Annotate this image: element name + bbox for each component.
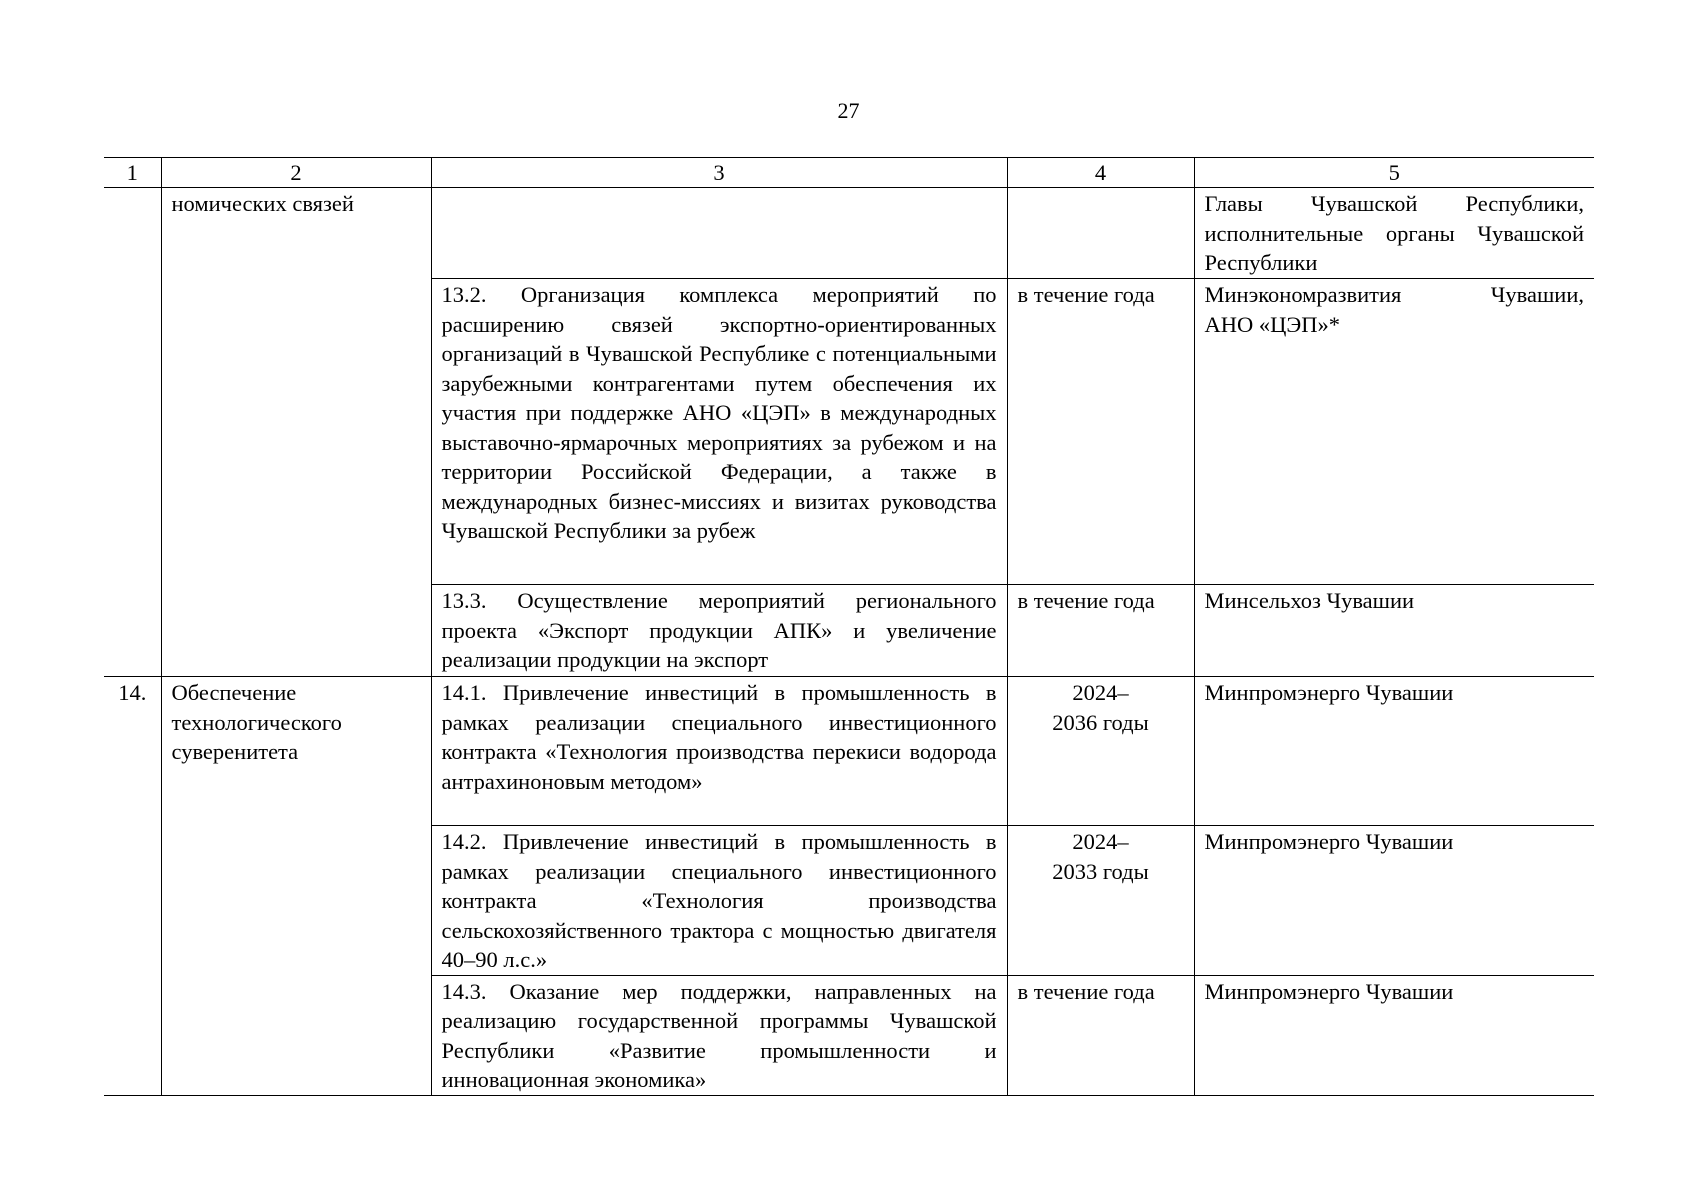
- column-header-5: 5: [1194, 158, 1594, 188]
- activity-cell: [431, 188, 1007, 279]
- term-cell: [1007, 188, 1194, 279]
- row-number: [104, 188, 161, 677]
- term-cell: [1007, 677, 1194, 826]
- table-header-row: [104, 158, 1594, 188]
- executor-cell: Минсельхоз Чувашии: [1194, 585, 1594, 677]
- activity-cell: 14.1. Привлечение инвестиций в промышленность в рамках реализации специального инвестиционного контракта «Технология производства перекиси водорода антрахиноновым методом»: [431, 677, 1007, 826]
- term-cell: в течение года: [1007, 585, 1194, 677]
- row-number: 14.: [104, 677, 161, 1096]
- measures-table: [104, 157, 1594, 1096]
- executor-text: Чувашии,: [1490, 282, 1584, 307]
- term-line: 2033 годы: [1052, 858, 1149, 884]
- activity-cell: 13.3. Осуществление мероприятий регионального проекта «Экспорт продукции АПК» и увеличение реализации продукции на экспорт: [431, 585, 1007, 677]
- executor-cell: Главы Чувашской Республики, исполнительные органы Чувашской Республики: [1194, 188, 1594, 279]
- direction-cell: номических связей: [161, 188, 431, 677]
- executor-text: Минэкономразвития: [1204, 282, 1402, 307]
- activity-cell: 14.3. Оказание мер поддержки, направленных на реализацию государственной программы Чувашской Республики «Развитие промышленности и инновационная экономика»: [431, 975, 1007, 1095]
- executor-cell: Минпромэнерго Чувашии: [1194, 975, 1594, 1095]
- executor-cell: Минпромэнерго Чувашии: [1194, 826, 1594, 976]
- term-cell: в течение года: [1007, 279, 1194, 585]
- activity-cell: 14.2. Привлечение инвестиций в промышленность в рамках реализации специального инвестиционного контракта «Технология производства сельскохозяйственного трактора с мощностью двигателя 40–90 л.с.»: [431, 826, 1007, 976]
- table-row: [104, 677, 1594, 826]
- executor-cell: [1194, 279, 1594, 585]
- executor-text: АНО «ЦЭП»*: [1204, 311, 1340, 337]
- term-line: 2024–: [1072, 680, 1129, 705]
- executor-line: [1205, 280, 1585, 310]
- direction-cell: Обеспечение технологического суверенитета: [161, 677, 431, 1096]
- term-cell: в течение года: [1007, 975, 1194, 1095]
- column-header-2: 2: [161, 158, 431, 188]
- term-cell: [1007, 826, 1194, 976]
- executor-cell: Минпромэнерго Чувашии: [1194, 677, 1594, 826]
- column-header-1: 1: [104, 158, 161, 188]
- term-line: 2024–: [1072, 829, 1129, 854]
- column-header-3: 3: [431, 158, 1007, 188]
- column-header-4: 4: [1007, 158, 1194, 188]
- activity-cell: 13.2. Организация комплекса мероприятий по расширению связей экспортно-ориентированных организаций в Чувашской Республике с потенциальными зарубежными контрагентами путем обеспечения их участия при поддержке АНО «ЦЭП» в международных выставочно-ярмарочных мероприятиях за рубежом и на территории Российской Федерации, а также в международных бизнес-миссиях и визитах руководства Чувашской Республики за рубеж: [431, 279, 1007, 585]
- term-line: 2036 годы: [1052, 709, 1149, 735]
- page-number: 27: [837, 98, 860, 123]
- table-row: [104, 188, 1594, 279]
